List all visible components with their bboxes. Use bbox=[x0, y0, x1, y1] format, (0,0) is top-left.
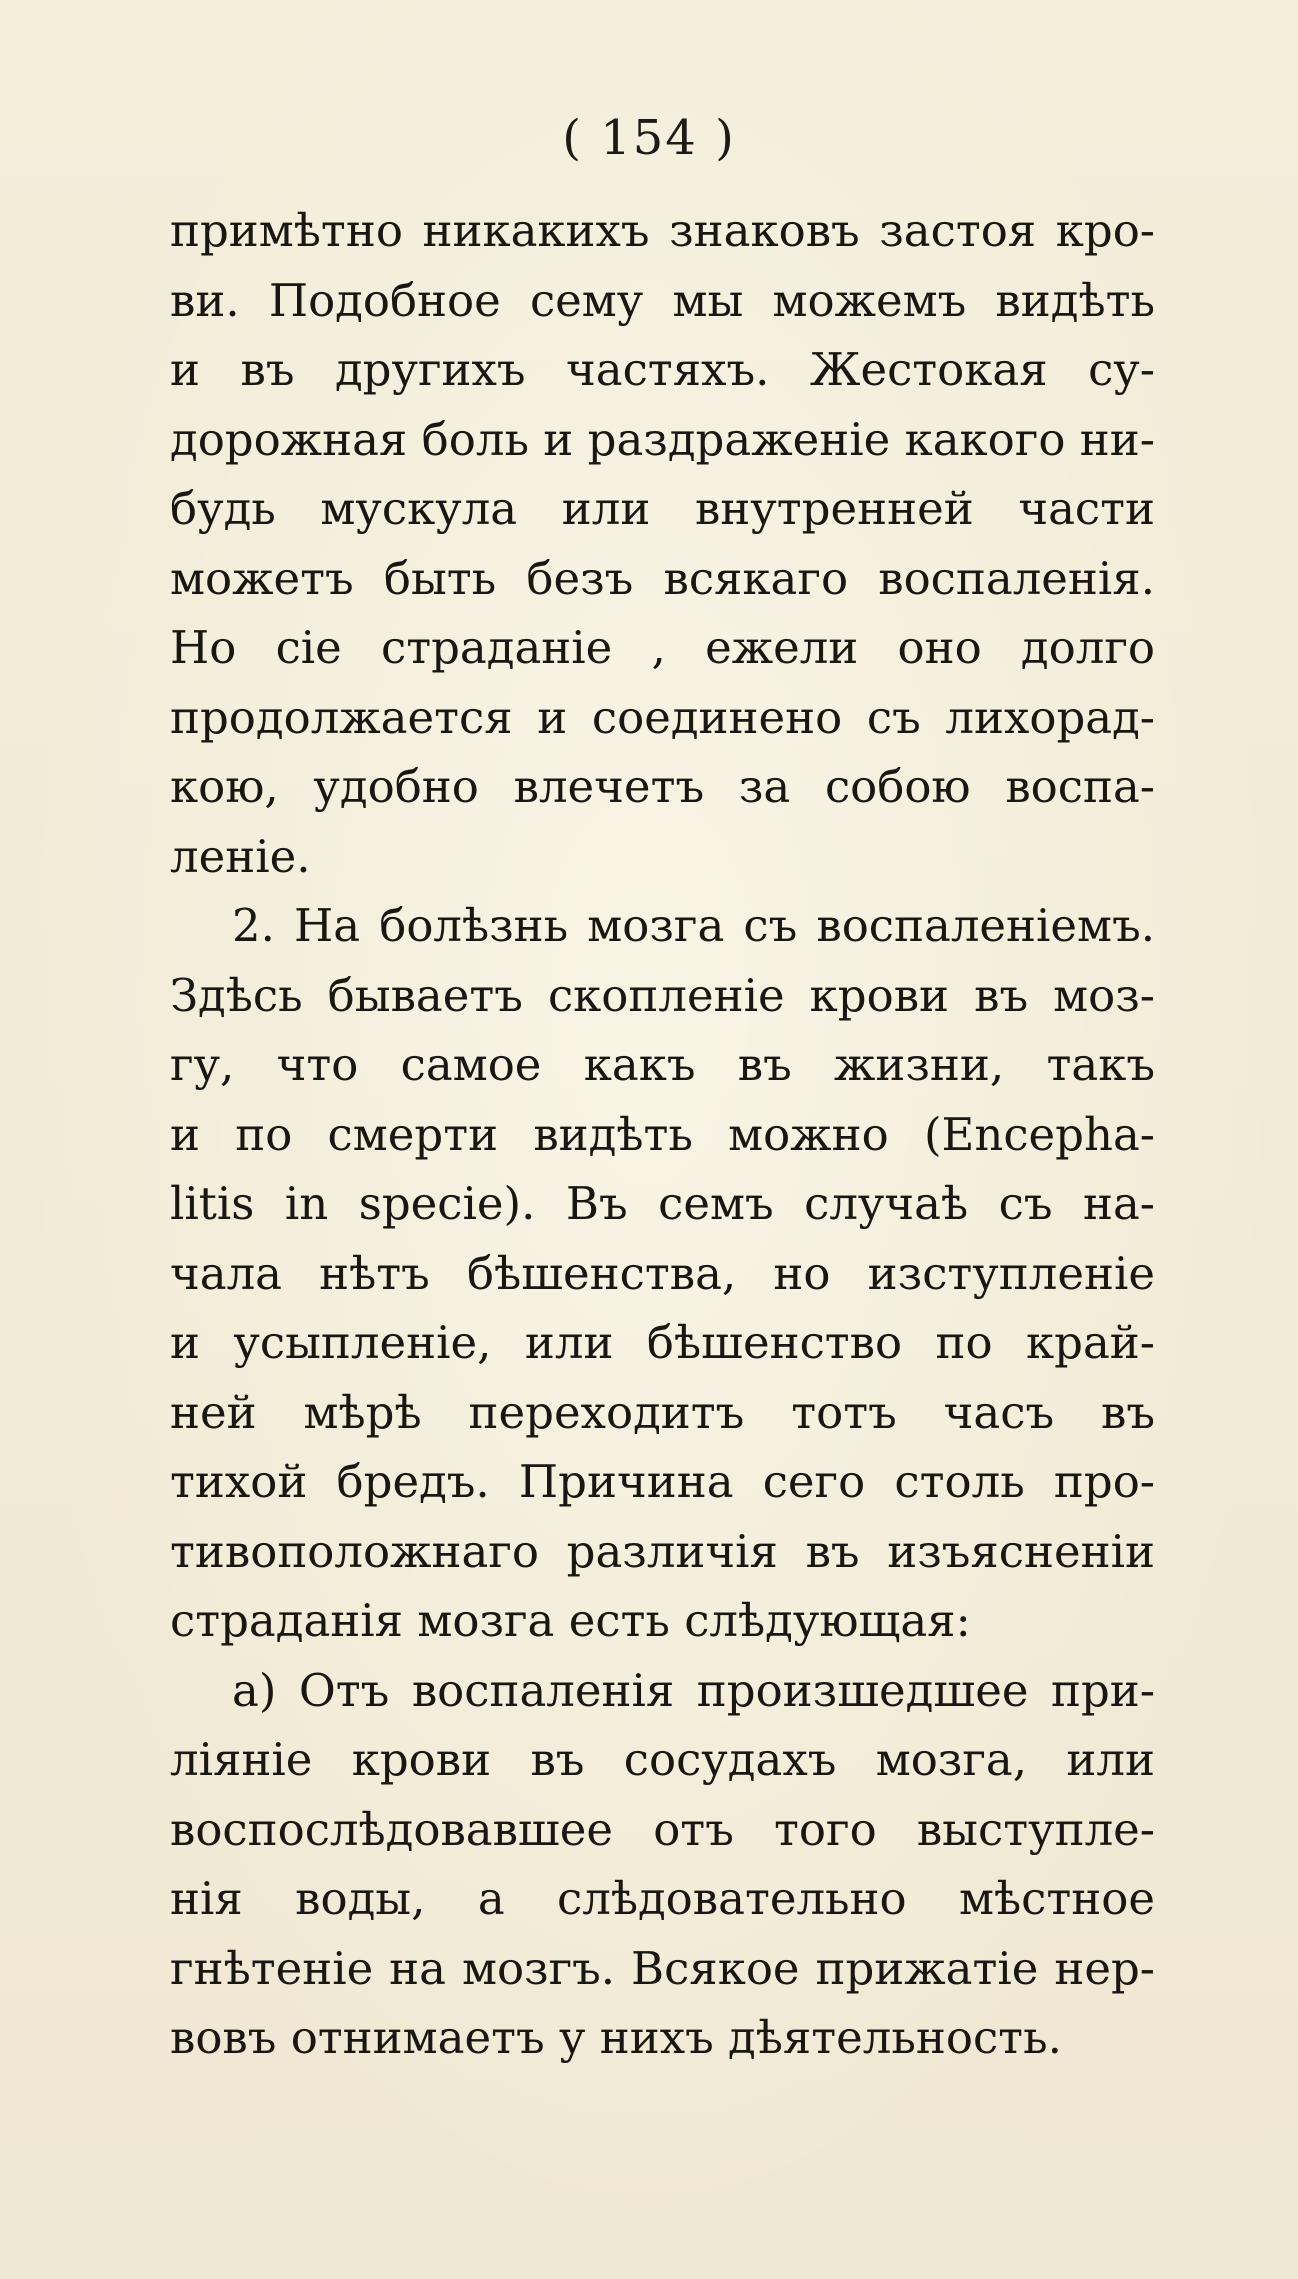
text-line: страданія мозга есть слѣдующая: bbox=[170, 1594, 971, 1647]
text-line: ліяніе крови въ сосудахъ мозга, или bbox=[170, 1733, 1155, 1786]
text-line: дорожная боль и раздраженіе какого ни- bbox=[170, 412, 1155, 466]
text-line: litis in specie). Въ семъ случаѣ съ на- bbox=[170, 1177, 1155, 1230]
text-line: примѣтно никакихъ знаковъ застоя кро- bbox=[170, 204, 1155, 257]
text-line: ней мѣрѣ переходитъ тотъ часъ въ bbox=[170, 1385, 1155, 1439]
text-line: Но сіе страданіе , ежели оно долго bbox=[170, 621, 1155, 674]
text-line: и по смерти видѣть можно (Encepha- bbox=[170, 1107, 1155, 1161]
text-line: и усыпленіе, или бѣшенство по край- bbox=[170, 1316, 1155, 1369]
text-line: тивоположнаго различія въ изъясненіи bbox=[170, 1524, 1155, 1578]
text-line: 2. На болѣзнь мозга съ воспаленіемъ. bbox=[232, 899, 1155, 952]
text-line: тихой бредъ. Причина сего столь про- bbox=[170, 1455, 1155, 1508]
text-line: и въ другихъ частяхъ. Жестокая су- bbox=[170, 343, 1155, 396]
text-line: будь мускула или внутренней части bbox=[170, 482, 1155, 535]
body-text bbox=[170, 196, 1155, 2073]
text-line: Здѣсь бываетъ скопленіе крови въ моз- bbox=[170, 968, 1155, 1022]
text-line: воспослѣдовавшее отъ того выступле- bbox=[170, 1802, 1155, 1856]
text-line: ви. Подобное сему мы можемъ видѣть bbox=[170, 273, 1155, 327]
text-line: гу, что самое какъ въ жизни, такъ bbox=[170, 1038, 1155, 1091]
text-line: продолжается и соединено съ лихорад- bbox=[170, 690, 1155, 744]
text-line: гнѣтеніе на мозгъ. Всякое прижатіе нер- bbox=[170, 1941, 1155, 1995]
text-line: можетъ быть безъ всякаго воспаленія. bbox=[170, 551, 1155, 605]
text-line: кою, удобно влечетъ за собою воспа- bbox=[170, 760, 1155, 813]
text-line: леніе. bbox=[170, 829, 311, 883]
page-number: ( 154 ) bbox=[562, 110, 736, 166]
text-line: чала нѣтъ бѣшенства, но изступленіе bbox=[170, 1246, 1155, 1300]
text-line: вовъ отнимаетъ у нихъ дѣятельность. bbox=[170, 2011, 1062, 2064]
text-line: а) Отъ воспаленія произшедшее при- bbox=[232, 1663, 1155, 1717]
text-line: нія воды, а слѣдовательно мѣстное bbox=[170, 1872, 1155, 1925]
